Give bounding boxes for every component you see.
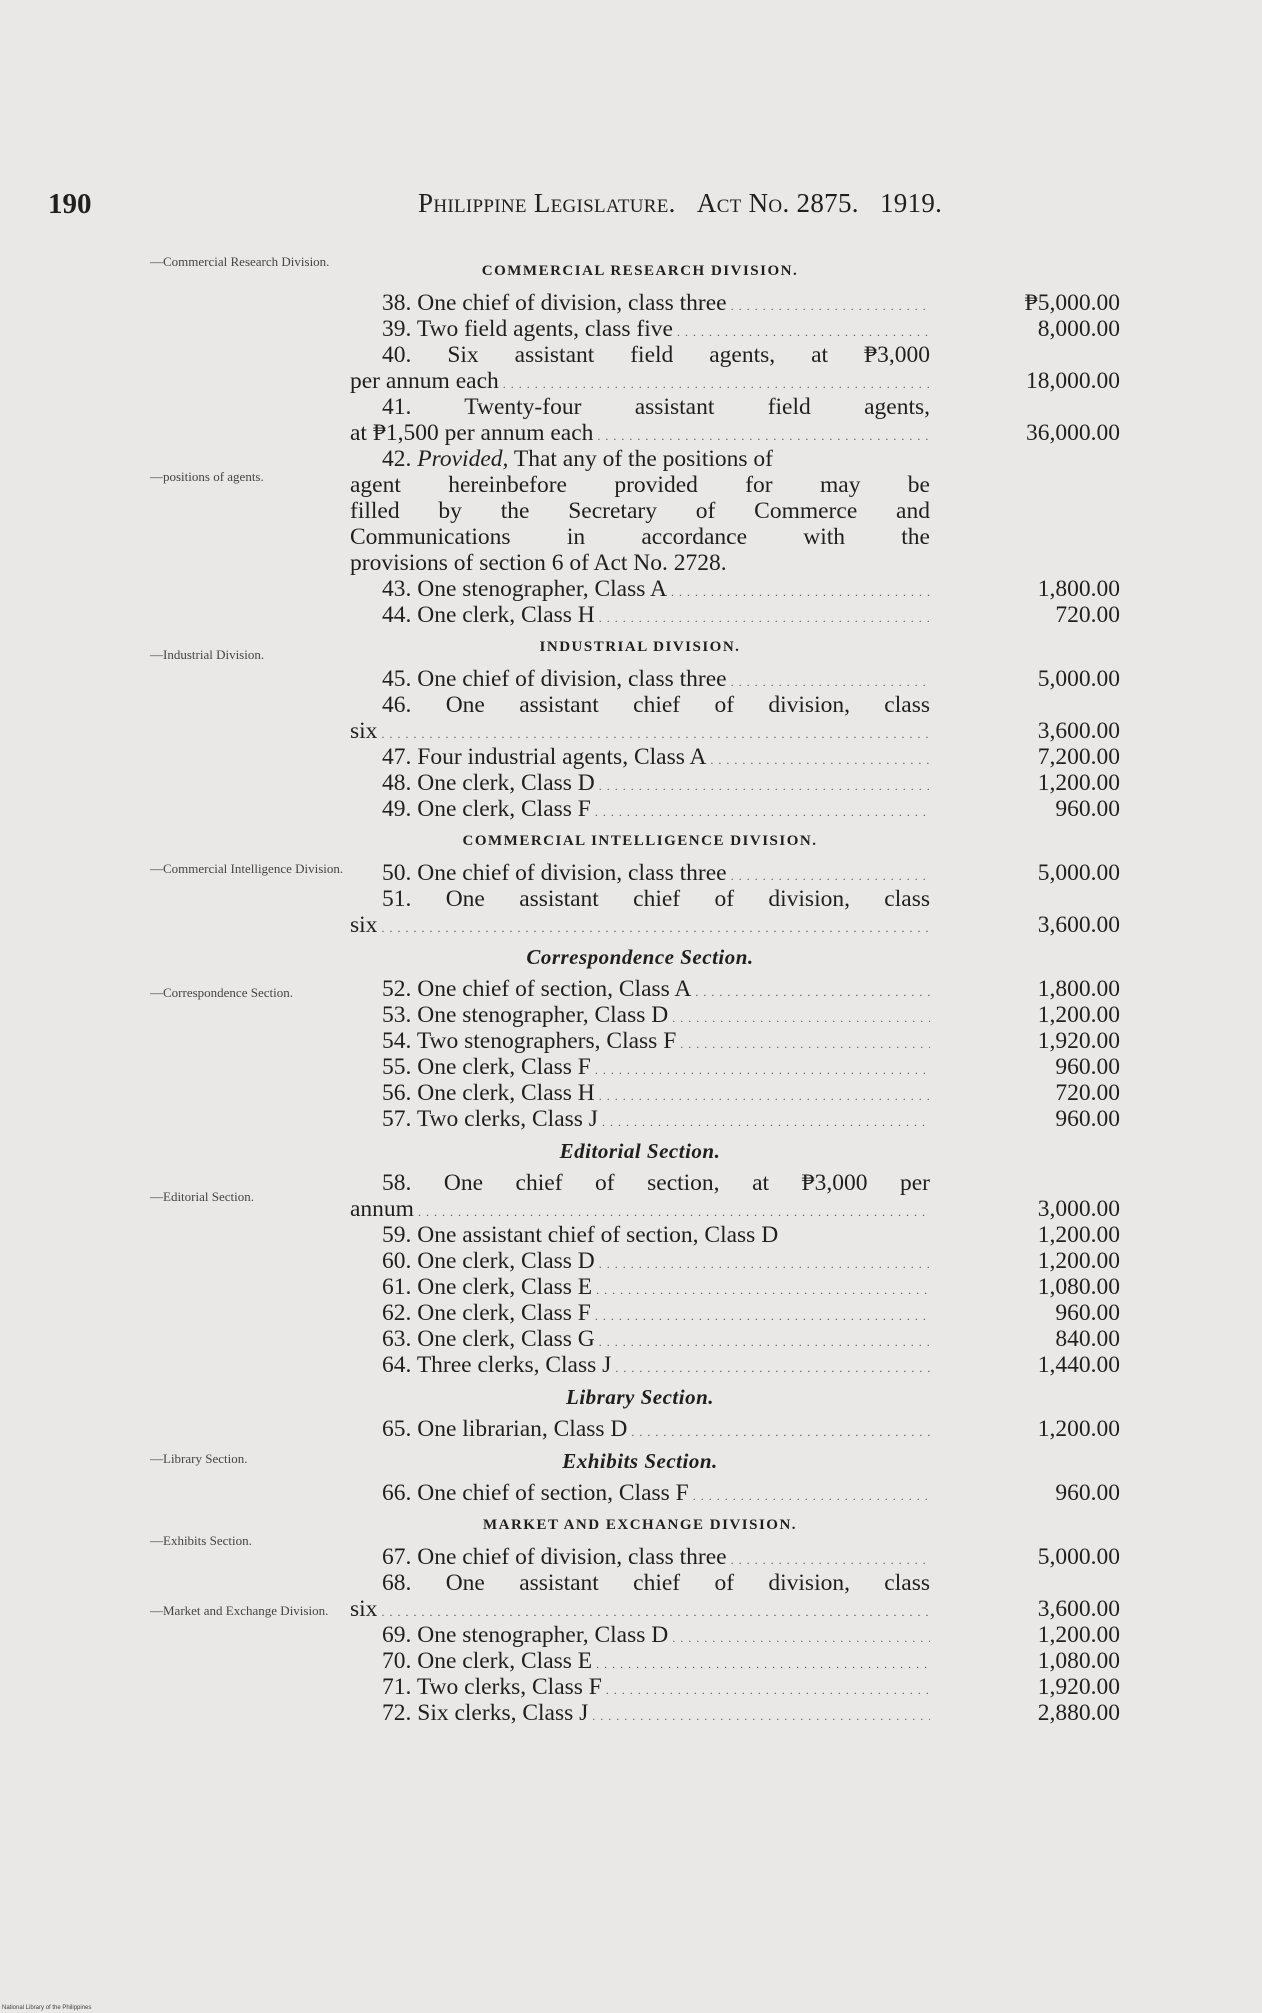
list-item: per annum each . . . 18,000.00 bbox=[350, 368, 1120, 394]
list-item: 52. One chief of section, Class A . . . 1,800.00 bbox=[350, 976, 1120, 1002]
list-item: filled by the Secretary of Commerce and bbox=[350, 498, 930, 524]
list-item: six . . . 3,600.00 bbox=[350, 1596, 1120, 1622]
list-item: Communications in accordance with the bbox=[350, 524, 930, 550]
scan-credit: National Library of the Philippines bbox=[2, 2005, 92, 2011]
running-title-text: Philippine Legislature. bbox=[418, 188, 676, 218]
appropriation-list bbox=[350, 252, 1120, 1726]
list-item: agent hereinbefore provided for may be bbox=[350, 472, 930, 498]
list-item: annum . . . 3,000.00 bbox=[350, 1196, 1120, 1222]
division-heading: MARKET AND EXCHANGE DIVISION. bbox=[482, 1517, 798, 1533]
amount: 1,920.00 bbox=[1037, 1674, 1120, 1700]
year: 1919. bbox=[879, 188, 943, 218]
list-item: 57. Two clerks, Class J . . . 960.00 bbox=[350, 1106, 1120, 1132]
list-item: six . . . 3,600.00 bbox=[350, 912, 1120, 938]
list-item: 63. One clerk, Class G . . . 840.00 bbox=[350, 1326, 1120, 1352]
list-item: 44. One clerk, Class H . . . 720.00 bbox=[350, 602, 1120, 628]
amount: 3,600.00 bbox=[1037, 912, 1120, 938]
act-number: Act No. 2875. bbox=[696, 188, 859, 218]
list-item: 46. One assistant chief of division, class bbox=[382, 692, 930, 718]
list-item: 42. Provided, That any of the positions of bbox=[382, 446, 773, 472]
amount: 5,000.00 bbox=[1037, 1544, 1120, 1570]
list-item: 43. One stenographer, Class A . . . 1,800.00 bbox=[350, 576, 1120, 602]
list-item: 49. One clerk, Class F . . . 960.00 bbox=[350, 796, 1120, 822]
list-item: 51. One assistant chief of division, class bbox=[382, 886, 930, 912]
amount: 5,000.00 bbox=[1037, 860, 1120, 886]
amount: 1,800.00 bbox=[1037, 976, 1120, 1002]
list-item: 48. One clerk, Class D . . . 1,200.00 bbox=[350, 770, 1120, 796]
list-item: 41. Twenty-four assistant field agents, bbox=[382, 394, 930, 420]
list-item: 72. Six clerks, Class J . . . 2,880.00 bbox=[350, 1700, 1120, 1726]
list-item: 39. Two field agents, class five . . . 8,000.00 bbox=[350, 316, 1120, 342]
section-heading: Editorial Section. bbox=[559, 1139, 721, 1163]
list-item: 40. Six assistant field agents, at ₱3,000 bbox=[382, 342, 930, 368]
page-header bbox=[48, 188, 1058, 228]
amount: 840.00 bbox=[1055, 1326, 1120, 1352]
margin-note: —Commercial Intelligence Division. bbox=[150, 861, 344, 876]
amount: 3,000.00 bbox=[1037, 1196, 1120, 1222]
amount: 1,200.00 bbox=[1037, 1222, 1120, 1248]
list-item: 54. Two stenographers, Class F . . . 1,920.00 bbox=[350, 1028, 1120, 1054]
amount: 2,880.00 bbox=[1037, 1700, 1120, 1726]
list-item: 64. Three clerks, Class J . . . 1,440.00 bbox=[350, 1352, 1120, 1378]
amount: 960.00 bbox=[1055, 1300, 1120, 1326]
amount: 960.00 bbox=[1055, 1106, 1120, 1132]
margin-note: —positions of agents. bbox=[150, 469, 264, 484]
amount: 1,200.00 bbox=[1037, 770, 1120, 796]
list-item: at ₱1,500 per annum each . . . 36,000.00 bbox=[350, 420, 1120, 446]
amount: 8,000.00 bbox=[1037, 316, 1120, 342]
amount: 1,920.00 bbox=[1037, 1028, 1120, 1054]
amount: 960.00 bbox=[1055, 1054, 1120, 1080]
amount: 1,080.00 bbox=[1037, 1648, 1120, 1674]
list-item: 47. Four industrial agents, Class A . . . 7,200.00 bbox=[350, 744, 1120, 770]
amount: 1,080.00 bbox=[1037, 1274, 1120, 1300]
list-item: 58. One chief of section, at ₱3,000 per bbox=[382, 1170, 930, 1196]
list-item: 50. One chief of division, class three . . . 5,000.00 bbox=[350, 860, 1120, 886]
margin-note: —Library Section. bbox=[150, 1451, 248, 1466]
amount: 1,800.00 bbox=[1037, 576, 1120, 602]
amount: 1,200.00 bbox=[1037, 1248, 1120, 1274]
list-item: 68. One assistant chief of division, class bbox=[382, 1570, 930, 1596]
division-heading: COMMERCIAL RESEARCH DIVISION. bbox=[481, 263, 799, 279]
margin-note: —Editorial Section. bbox=[150, 1189, 254, 1204]
list-item: 56. One clerk, Class H . . . 720.00 bbox=[350, 1080, 1120, 1106]
division-heading: COMMERCIAL INTELLIGENCE DIVISION. bbox=[462, 833, 818, 849]
amount: 720.00 bbox=[1055, 1080, 1120, 1106]
list-item: 71. Two clerks, Class F . . . 1,920.00 bbox=[350, 1674, 1120, 1700]
amount: 3,600.00 bbox=[1037, 718, 1120, 744]
amount: 960.00 bbox=[1055, 796, 1120, 822]
page-number: 190 bbox=[48, 188, 92, 220]
list-item: 59. One assistant chief of section, Class D 1,200.00 bbox=[382, 1222, 1120, 1248]
section-heading: Correspondence Section. bbox=[526, 945, 754, 969]
margin-note: —Exhibits Section. bbox=[150, 1533, 252, 1548]
amount: 18,000.00 bbox=[1026, 368, 1120, 394]
list-item: 65. One librarian, Class D . . . 1,200.00 bbox=[350, 1416, 1120, 1442]
amount: 720.00 bbox=[1055, 602, 1120, 628]
list-item: 60. One clerk, Class D . . . 1,200.00 bbox=[350, 1248, 1120, 1274]
margin-note: —Industrial Division. bbox=[150, 647, 265, 662]
list-item: 69. One stenographer, Class D . . . 1,200.00 bbox=[350, 1622, 1120, 1648]
running-title bbox=[418, 188, 942, 219]
list-item: 66. One chief of section, Class F . . . 960.00 bbox=[350, 1480, 1120, 1506]
division-heading: INDUSTRIAL DIVISION. bbox=[539, 639, 741, 655]
list-item: 55. One clerk, Class F . . . 960.00 bbox=[350, 1054, 1120, 1080]
amount: 1,200.00 bbox=[1037, 1622, 1120, 1648]
list-item: 61. One clerk, Class E . . . 1,080.00 bbox=[350, 1274, 1120, 1300]
section-heading: Exhibits Section. bbox=[562, 1449, 718, 1473]
amount: 1,200.00 bbox=[1037, 1002, 1120, 1028]
margin-note: —Commercial Research Division. bbox=[150, 254, 330, 269]
margin-note: —Correspondence Section. bbox=[150, 985, 293, 1000]
list-item: 38. One chief of division, class three . . . ₱5,000.00 bbox=[350, 290, 1120, 316]
amount: 960.00 bbox=[1055, 1480, 1120, 1506]
amount: ₱5,000.00 bbox=[1024, 290, 1120, 316]
section-heading: Library Section. bbox=[566, 1385, 714, 1409]
amount: 7,200.00 bbox=[1037, 744, 1120, 770]
list-item: 45. One chief of division, class three . . . 5,000.00 bbox=[350, 666, 1120, 692]
list-item: 53. One stenographer, Class D . . . 1,200.00 bbox=[350, 1002, 1120, 1028]
list-item: 67. One chief of division, class three . . . 5,000.00 bbox=[350, 1544, 1120, 1570]
amount: 3,600.00 bbox=[1037, 1596, 1120, 1622]
margin-note: —Market and Exchange Division. bbox=[150, 1603, 329, 1618]
list-item: six . . . 3,600.00 bbox=[350, 718, 1120, 744]
list-item: 70. One clerk, Class E . . . 1,080.00 bbox=[350, 1648, 1120, 1674]
list-item: 62. One clerk, Class F . . . 960.00 bbox=[350, 1300, 1120, 1326]
amount: 1,200.00 bbox=[1037, 1416, 1120, 1442]
amount: 36,000.00 bbox=[1026, 420, 1120, 446]
amount: 5,000.00 bbox=[1037, 666, 1120, 692]
amount: 1,440.00 bbox=[1037, 1352, 1120, 1378]
list-item: provisions of section 6 of Act No. 2728. bbox=[350, 550, 727, 576]
